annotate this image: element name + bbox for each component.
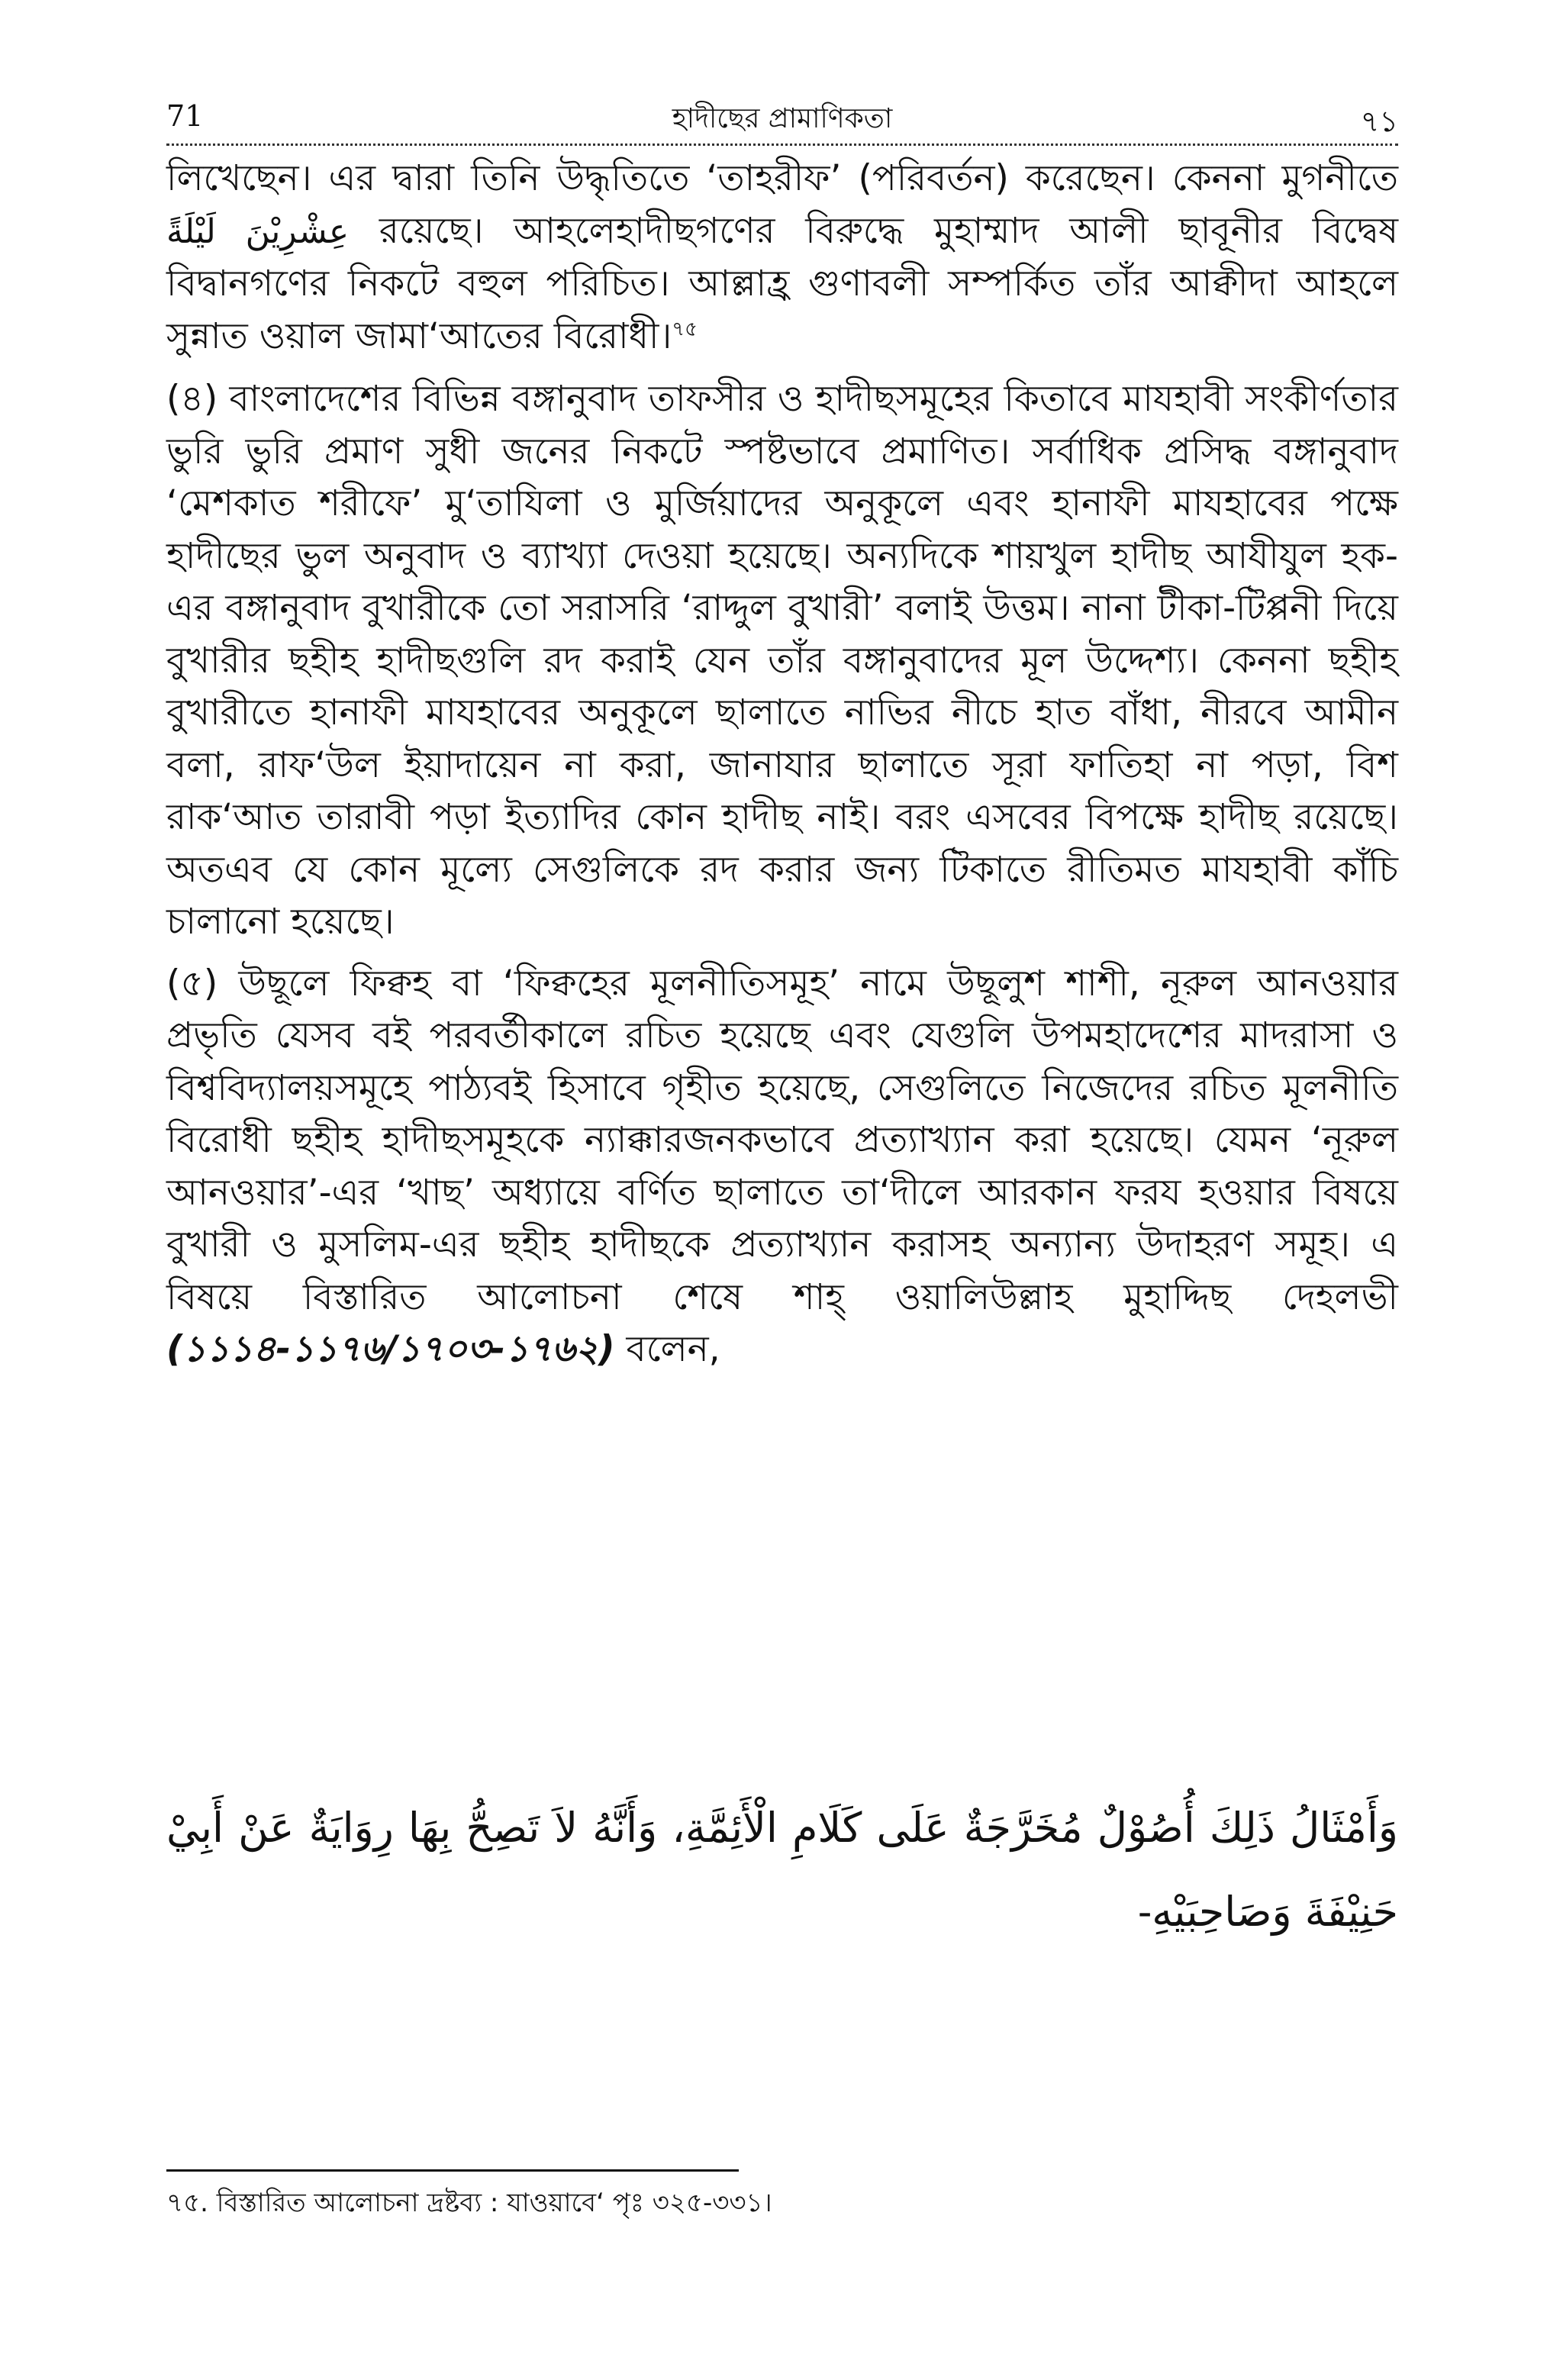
paragraph-3-part-a: (৫) উছূলে ফিক্বহ বা ‘ফিক্বহের মূলনীতিসমূহ’ নামে উছূলুশ শাশী, নূরুল আনওয়ার প্রভৃতি যেসব বই পরবর্তীকালে রচিত হয়েছে এবং যেগুলি উপমহাদেশের মাদরাসা ও বিশ্ববিদ্যালয়সমূহে পাঠ্যবই হিসাবে গৃহীত হয়েছে, সেগুলিতে নিজেদের রচিত মূলনীতি বিরোধী ছহীহ হাদীছসমূহকে ন্যাক্কারজনকভাবে প্রত্যাখ্যান করা হয়েছে। যেমন ‘নূরুল আনওয়ার’-এর ‘খাছ’ অধ্যায়ে বর্ণিত ছালাতে তা‘দীলে আরকান ফরয হওয়ার বিষয়ে বুখারী ও মুসলিম-এর ছহীহ হাদীছকে প্রত্যাখ্যান করাসহ অন্যান্য উদাহরণ সমূহ। এ বিষয়ে বিস্তারিত আলোচনা শেষে শাহ্ ওয়ালিউল্লাহ মুহাদ্দিছ দেহলভী <box>166 962 1398 1318</box>
paragraph-1 <box>166 153 1398 363</box>
paragraph-1-part-b: রয়েছে। আহলেহাদীছগণের বিরুদ্ধে মুহাম্মাদ আলী ছাবূনীর বিদ্বেষ বিদ্বানগণের নিকটে বহুল পরিচিত। আল্লাহ্র গুণাবলী সম্পর্কিত তাঁর আক্বীদা আহলে সুন্নাত ওয়াল জামা‘আতের বিরোধী। <box>166 209 1398 357</box>
date-range: (১১১৪-১১৭৬/১৭০৩-১৭৬২) <box>166 1328 615 1370</box>
running-title: হাদীছের প্রামাণিকতা <box>672 103 893 134</box>
running-header <box>166 95 1398 146</box>
body-text <box>166 153 1398 1385</box>
paragraph-2: (৪) বাংলাদেশের বিভিন্ন বঙ্গানুবাদ তাফসীর ও হাদীছসমূহের কিতাবে মাযহাবী সংকীর্ণতার ভুরি ভুরি প্রমাণ সুধী জনের নিকটে স্পষ্টভাবে প্রমাণিত। সর্বাধিক প্রসিদ্ধ বঙ্গানুবাদ ‘মেশকাত শরীফে’ মু‘তাযিলা ও মুর্জিয়াদের অনুকূলে এবং হানাফী মাযহাবের পক্ষে হাদীছের ভুল অনুবাদ ও ব্যাখ্যা দেওয়া হয়েছে। অন্যদিকে শায়খুল হাদীছ আযীযুল হক-এর বঙ্গানুবাদ বুখারীকে তো সরাসরি ‘রাদ্দুল বুখারী’ বলাই উত্তম। নানা টীকা-টিপ্পনী দিয়ে বুখারীর ছহীহ হাদীছগুলি রদ করাই যেন তাঁর বঙ্গানুবাদের মূল উদ্দেশ্য। কেননা ছহীহ বুখারীতে হানাফী মাযহাবের অনুকূলে ছালাতে নাভির নীচে হাত বাঁধা, নীরবে আমীন বলা, রাফ‘উল ইয়াদায়েন না করা, জানাযার ছালাতে সূরা ফাতিহা না পড়া, বিশ রাক‘আত তারাবী পড়া ইত্যাদির কোন হাদীছ নাই। বরং এসবের বিপক্ষে হাদীছ রয়েছে। অতএব যে কোন মূল্যে সেগুলিকে রদ করার জন্য টিকাতে রীতিমত মাযহাবী কাঁচি চালানো হয়েছে। <box>166 378 1398 943</box>
arabic-inline-phrase: عِشْرِيْنَ لَيْلَةً <box>166 211 350 251</box>
footnote-divider <box>166 2169 739 2172</box>
footnote-75: ৭৫. বিস্তারিত আলোচনা দ্রষ্টব্য : যাওয়াবে‘ পৃঃ ৩২৫-৩৩১। <box>166 2188 772 2218</box>
page-number-latin: 71 <box>166 99 204 133</box>
paragraph-3 <box>166 958 1398 1376</box>
arabic-quotation: وَأَمْثَالُ ذَلِكَ أُصُوْلٌ مُخَرَّجَةٌ عَلَى كَلَامِ الْأَئِمَّةِ، وَأَنَّهُ لاَ تَصِحُّ بِهَا رِوَايَةٌ عَنْ أَبِيْ حَنِيْفَةَ وَصَاحِبَيْهِ- <box>166 1804 1398 1936</box>
page-number-bengali: ৭১ <box>1360 105 1398 138</box>
footnote-reference[interactable]: ৭৫ <box>672 317 698 340</box>
paragraph-3-part-b: বলেন, <box>614 1328 720 1370</box>
paragraph-1-part-a: লিখেছেন। এর দ্বারা তিনি উদ্ধৃতিতে ‘তাহরীফ’ (পরিবর্তন) করেছেন। কেননা মুগনীতে <box>166 157 1398 199</box>
